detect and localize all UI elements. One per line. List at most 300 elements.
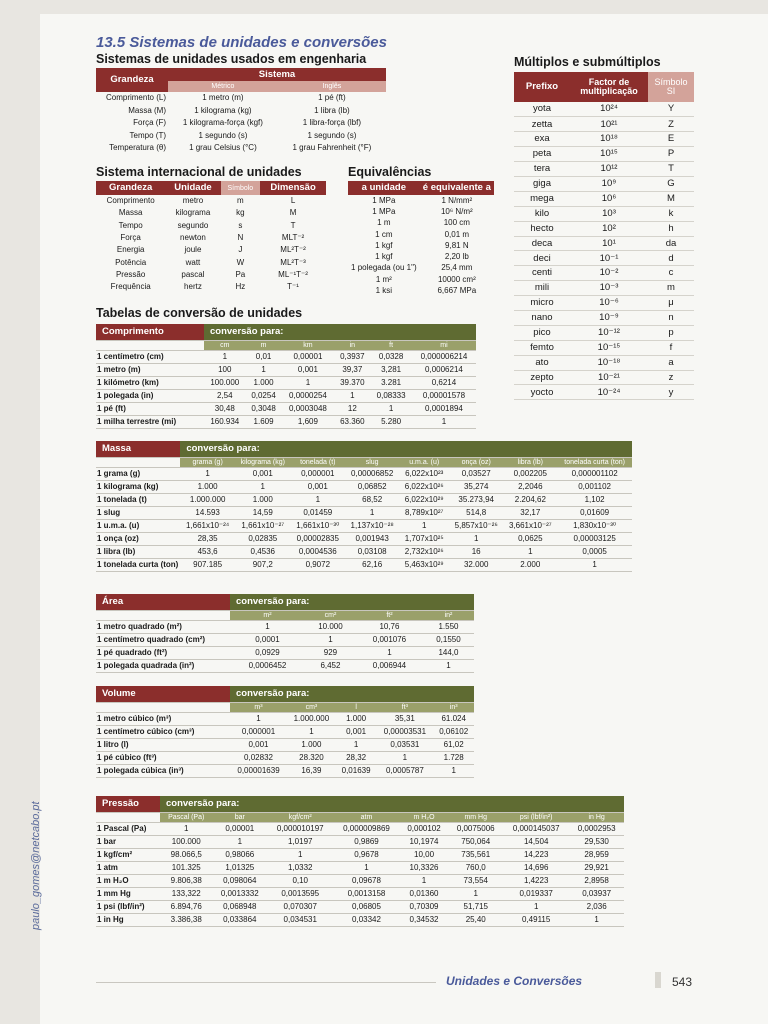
comprimento-cell: 1 (246, 363, 282, 376)
pressao-cell: 10,3326 (400, 861, 449, 874)
massa-cell: 1,830x10⁻³⁰ (557, 519, 632, 532)
massa-cell: 8,789x10²⁷ (399, 506, 449, 519)
pressao-cell: 10,00 (400, 848, 449, 861)
mult-cell: 10⁻¹² (570, 325, 648, 340)
pressao-cell: 100.000 (160, 835, 212, 848)
eng-cell: Comprimento (L) (105, 93, 166, 103)
equiv-row (348, 218, 494, 229)
mult-h2: Factor de multiplicação (570, 72, 648, 102)
comprimento-col-header: m (246, 340, 282, 350)
pressao-cell: 1 (212, 835, 267, 848)
si-cell: newton (180, 233, 206, 243)
massa-cell: 514,8 (449, 506, 503, 519)
area-cell: 0,001076 (356, 633, 423, 646)
mult-cell: zepto (514, 370, 570, 385)
comprimento-cell: 0,0003048 (282, 402, 335, 415)
massa-row (96, 545, 632, 558)
massa-cell: 3,661x10⁻²⁷ (503, 519, 557, 532)
pressao-cell: 0,98066 (212, 848, 267, 861)
massa-cell: 1,661x10⁻²⁷ (235, 519, 291, 532)
massa-cell: 1 (291, 493, 345, 506)
area-cell: 6,452 (305, 659, 356, 672)
eng-cell: Massa (M) (128, 105, 166, 115)
pressao-row (96, 861, 624, 874)
massa-cell: 1,661x10⁻³⁰ (291, 519, 345, 532)
equiv-cell: 2,20 lb (444, 252, 469, 262)
massa-cell: 0,03108 (345, 545, 399, 558)
volume-cell: 0,000001 (230, 725, 287, 738)
area-cell: 144,0 (423, 646, 474, 659)
equiv-row (348, 195, 494, 206)
equiv-row (348, 240, 494, 251)
pressao-col-header: in Hg (569, 812, 624, 822)
comprimento-row (96, 415, 476, 428)
massa-row (96, 467, 632, 480)
eng-cell: 1 grau Fahrenheit (°F) (292, 143, 372, 153)
massa-cell: 32,17 (503, 506, 557, 519)
pressao-cell: 0,49115 (503, 913, 569, 926)
comprimento-cell: 63.360 (334, 415, 370, 428)
massa-cell: 2,2046 (503, 480, 557, 493)
area-cell: 929 (305, 646, 356, 659)
pressao-cell: 0,000102 (400, 822, 449, 835)
volume-cell: 0,001 (230, 738, 287, 751)
pressao-cell: 29,530 (569, 835, 624, 848)
pressao-cell: 0,70309 (400, 900, 449, 913)
si-cell: metro (182, 196, 204, 206)
eng-systems-title: Sistemas de unidades usados em engenharia (96, 52, 367, 66)
pressao-cell: 6.894,76 (160, 900, 212, 913)
pressao-cell: 1 (160, 822, 212, 835)
blank-cell (96, 457, 180, 467)
mult-cell: zetta (514, 117, 570, 132)
pressao-cell: 0,034531 (267, 913, 333, 926)
mult-cell: 10⁻²⁴ (570, 385, 648, 400)
si-header: Símbolo (221, 181, 261, 195)
equiv-cell: 1 MPa (372, 206, 396, 216)
si-cell: Energia (116, 245, 145, 255)
massa-cell: 14.593 (180, 506, 235, 519)
volume-row (96, 751, 474, 764)
massa-row (96, 519, 632, 532)
pressao-cell: 0,0013595 (267, 887, 333, 900)
pressao-cell: 1 mm Hg (96, 887, 160, 900)
eng-cell: 1 kilograma (kg) (194, 105, 252, 115)
volume-cell: 1 polegada cúbica (in³) (96, 764, 230, 777)
mult-cell: femto (514, 340, 570, 355)
si-cell: W (236, 257, 245, 267)
mult-row (514, 355, 694, 370)
area-cell: 1 pé quadrado (ft²) (96, 646, 230, 659)
footer-rule (96, 982, 436, 983)
area-cell: 10,76 (356, 620, 423, 633)
volume-cell: 35,31 (376, 712, 433, 725)
massa-cell: 1 kilograma (kg) (96, 480, 180, 493)
volume-cell: 1.000.000 (287, 712, 336, 725)
volume-cell: 1.000 (287, 738, 336, 751)
si-cell: pascal (181, 269, 205, 279)
massa-cell: 16 (449, 545, 503, 558)
volume-cell: 1 metro cúbico (m³) (96, 712, 230, 725)
equiv-cell: 100 cm (443, 218, 470, 228)
pressao-cell: 1 kgf/cm² (96, 848, 160, 861)
mult-row (514, 370, 694, 385)
volume-col-header: ft³ (376, 702, 433, 712)
volume-cell: 1.000 (336, 712, 377, 725)
massa-cell: 0,000001 (291, 467, 345, 480)
eng-row (96, 130, 386, 143)
mult-cell: ato (514, 355, 570, 370)
si-header: Grandeza (96, 181, 165, 195)
massa-cell: 1 (449, 532, 503, 545)
comprimento-row (96, 402, 476, 415)
si-row (96, 220, 326, 232)
eng-row (96, 142, 386, 155)
pressao-cell: 760,0 (448, 861, 503, 874)
comprimento-cell: 1 (282, 376, 335, 389)
comprimento-cell: 0,0328 (370, 350, 412, 363)
si-cell: segundo (177, 220, 209, 230)
eng-cell: Temperatura (θ) (109, 143, 166, 153)
area-col-header: in² (423, 610, 474, 620)
pressao-cell: 1 atm (96, 861, 160, 874)
si-cell: N (237, 233, 244, 243)
pressao-cell: 14,223 (503, 848, 569, 861)
comprimento-col-header: km (282, 340, 335, 350)
pressao-cell: 0,0075006 (448, 822, 503, 835)
area-col-header: m² (230, 610, 305, 620)
comprimento-cell: 0,0254 (246, 389, 282, 402)
mult-cell: 10⁻¹⁵ (570, 340, 648, 355)
equiv-cell: 1 polegada (ou 1") (351, 263, 417, 273)
pressao-cell: 1 (267, 848, 333, 861)
si-cell: Pa (235, 269, 246, 279)
area-cell: 10.000 (305, 620, 356, 633)
comprimento-cell: 0,6214 (412, 376, 476, 389)
massa-cell: 0,4536 (235, 545, 291, 558)
comprimento-cell: 0,001 (282, 363, 335, 376)
massa-cell: 6,022x10²⁹ (399, 493, 449, 506)
massa-col-header: tonelada curta (ton) (557, 457, 632, 467)
pressao-row (96, 900, 624, 913)
area-col-header: ft² (356, 610, 423, 620)
equiv-cell: 6,667 MPa (437, 286, 477, 296)
comprimento-cell: 12 (334, 402, 370, 415)
comprimento-cell: 1 metro (m) (96, 363, 204, 376)
equiv-cell: 1 kgf (375, 252, 393, 262)
pressao-cell: 2,8958 (569, 874, 624, 887)
massa-cell: 0,001 (291, 480, 345, 493)
pressao-cell: 0,03342 (333, 913, 399, 926)
comprimento-cell: 1 kilómetro (km) (96, 376, 204, 389)
pressao-cell: 0,000009869 (333, 822, 399, 835)
massa-cell: 0,00003125 (557, 532, 632, 545)
massa-cell: 62,16 (345, 558, 399, 571)
si-cell: watt (185, 257, 201, 267)
massa-cell: 907.185 (180, 558, 235, 571)
massa-cell: 2,732x10²⁶ (399, 545, 449, 558)
si-row (96, 244, 326, 256)
massa-cell: 0,001102 (557, 480, 632, 493)
comprimento-name: Comprimento (96, 324, 204, 340)
comprimento-cell: 5.280 (370, 415, 412, 428)
massa-cell: 453,6 (180, 545, 235, 558)
volume-cell: 28,32 (336, 751, 377, 764)
massa-cell: 14,59 (235, 506, 291, 519)
mult-cell: μ (648, 296, 694, 311)
equiv-cell: 10000 cm² (437, 274, 476, 284)
comprimento-cell: 0,3937 (334, 350, 370, 363)
conv-title: Tabelas de conversão de unidades (96, 306, 303, 320)
equiv-row (348, 274, 494, 285)
eng-cell: 1 kilograma-força (kgf) (182, 118, 263, 128)
massa-conv-label: conversão para: (180, 441, 632, 457)
volume-cell: 1 (287, 725, 336, 738)
mult-cell: k (648, 206, 694, 221)
footer-mark (655, 972, 661, 988)
area-row (96, 646, 474, 659)
pressao-cell: 1 (400, 874, 449, 887)
comprimento-cell: 1 (370, 402, 412, 415)
massa-cell: 2.000 (503, 558, 557, 571)
mult-cell: da (648, 236, 694, 251)
pressao-cell: 0,068948 (212, 900, 267, 913)
massa-cell: 35.273,94 (449, 493, 503, 506)
area-row (96, 659, 474, 672)
volume-cell: 28.320 (287, 751, 336, 764)
eng-row (96, 105, 386, 118)
pressao-cell: 0,09678 (333, 874, 399, 887)
pressao-cell: 1,0197 (267, 835, 333, 848)
massa-cell: 1 (235, 480, 291, 493)
pressao-table (96, 796, 624, 927)
si-cell: Comprimento (106, 196, 155, 206)
equiv-table (348, 181, 494, 297)
equiv-row (348, 251, 494, 262)
eng-cell: 1 segundo (s) (198, 130, 248, 140)
volume-cell: 0,06102 (433, 725, 474, 738)
mult-cell: d (648, 251, 694, 266)
si-cell: ML⁻¹T⁻² (278, 269, 308, 279)
volume-cell: 1 (433, 764, 474, 777)
pressao-cell: 0,01360 (400, 887, 449, 900)
pressao-col-header: bar (212, 812, 267, 822)
mult-cell: 10²⁴ (570, 102, 648, 117)
mult-row (514, 236, 694, 251)
volume-row (96, 712, 474, 725)
pressao-cell: 25,40 (448, 913, 503, 926)
pressao-cell: 1 psi (lbf/in²) (96, 900, 160, 913)
area-cell: 0,006944 (356, 659, 423, 672)
pressao-conv-label: conversão para: (160, 796, 624, 812)
comprimento-cell: 100.000 (204, 376, 246, 389)
pressao-row (96, 887, 624, 900)
mult-cell: 10⁹ (570, 176, 648, 191)
comprimento-cell: 0,00001578 (412, 389, 476, 402)
si-row (96, 256, 326, 268)
equiv-cell: 9,81 N (445, 240, 469, 250)
comprimento-cell: 39,37 (334, 363, 370, 376)
mult-cell: micro (514, 296, 570, 311)
massa-col-header: kilograma (kg) (235, 457, 291, 467)
equiv-h1: a unidade (348, 181, 420, 195)
pressao-cell: 1 in Hg (96, 913, 160, 926)
si-cell: Massa (118, 208, 143, 218)
massa-cell: 0,01459 (291, 506, 345, 519)
mult-title: Múltiplos e submúltiplos (514, 55, 661, 69)
eng-h-ingles: Inglês (278, 81, 386, 92)
massa-cell: 1 slug (96, 506, 180, 519)
comprimento-cell: 1 (412, 415, 476, 428)
volume-cell: 1 centímetro cúbico (cm³) (96, 725, 230, 738)
volume-cell: 16,39 (287, 764, 336, 777)
area-cell: 0,0929 (230, 646, 305, 659)
area-cell: 1 centímetro quadrado (cm²) (96, 633, 230, 646)
mult-cell: 10² (570, 221, 648, 236)
si-cell: Tempo (118, 220, 143, 230)
eng-row (96, 92, 386, 105)
massa-table (96, 441, 632, 572)
mult-cell: nano (514, 310, 570, 325)
massa-col-header: grama (g) (180, 457, 235, 467)
volume-cell: 1 (376, 751, 433, 764)
mult-h3: Símbolo SI (648, 72, 694, 102)
mult-cell: 10⁻¹⁸ (570, 355, 648, 370)
massa-cell: 2.204,62 (503, 493, 557, 506)
pressao-row (96, 835, 624, 848)
massa-cell: 1 tonelada (t) (96, 493, 180, 506)
eng-cell: 1 pé (ft) (318, 93, 346, 103)
pressao-cell: 0,9678 (333, 848, 399, 861)
eng-cell: 1 libra (lb) (314, 105, 350, 115)
equiv-cell: 1 kgf (375, 240, 393, 250)
pressao-row (96, 848, 624, 861)
mult-cell: 10⁶ (570, 191, 648, 206)
comprimento-cell: 0,0001894 (412, 402, 476, 415)
volume-cell: 1.728 (433, 751, 474, 764)
mult-cell: f (648, 340, 694, 355)
massa-cell: 0,0004536 (291, 545, 345, 558)
si-table (96, 181, 326, 293)
eng-cell: 1 grau Celsius (°C) (189, 143, 257, 153)
si-row (96, 195, 326, 207)
pressao-col-header: Pascal (Pa) (160, 812, 212, 822)
equiv-row (348, 206, 494, 217)
volume-col-header: cm³ (287, 702, 336, 712)
pressao-cell: 1 bar (96, 835, 160, 848)
blank-cell (96, 340, 204, 350)
massa-col-header: slug (345, 457, 399, 467)
equiv-title: Equivalências (348, 165, 432, 179)
massa-cell: 5,463x10²⁹ (399, 558, 449, 571)
area-cell: 1 (230, 620, 305, 633)
mult-cell: 10¹⁵ (570, 147, 648, 162)
equiv-cell: 0,01 m (444, 229, 470, 239)
pressao-cell: 1,4223 (503, 874, 569, 887)
comprimento-cell: 0,3048 (246, 402, 282, 415)
comprimento-cell: 1 polegada (in) (96, 389, 204, 402)
comprimento-cell: 0,08333 (370, 389, 412, 402)
si-cell: Pressão (115, 269, 146, 279)
mult-cell: T (648, 162, 694, 177)
mult-cell: h (648, 221, 694, 236)
massa-cell: 1,707x10²⁵ (399, 532, 449, 545)
massa-cell: 1.000 (180, 480, 235, 493)
pressao-cell: 28,959 (569, 848, 624, 861)
volume-name: Volume (96, 686, 230, 702)
area-cell: 0,0006452 (230, 659, 305, 672)
comprimento-cell: 3.281 (370, 376, 412, 389)
massa-col-header: tonelada (t) (291, 457, 345, 467)
pressao-cell: 51,715 (448, 900, 503, 913)
massa-cell: 28,35 (180, 532, 235, 545)
comprimento-col-header: mi (412, 340, 476, 350)
pressao-cell: 133,322 (160, 887, 212, 900)
equiv-cell: 1 ksi (375, 286, 393, 296)
pressao-cell: 0,000145037 (503, 822, 569, 835)
massa-cell: 0,01609 (557, 506, 632, 519)
comprimento-row (96, 363, 476, 376)
area-cell: 1.550 (423, 620, 474, 633)
volume-cell: 1 (230, 712, 287, 725)
equiv-cell: 1 MPa (372, 195, 396, 205)
si-cell: MLT⁻² (281, 233, 305, 243)
mult-row (514, 266, 694, 281)
mult-cell: 10⁻²¹ (570, 370, 648, 385)
mult-cell: 10⁻³ (570, 281, 648, 296)
comprimento-table (96, 324, 476, 429)
comprimento-cell: 1 (204, 350, 246, 363)
eng-cell: Força (F) (133, 118, 166, 128)
massa-cell: 0,00002835 (291, 532, 345, 545)
equiv-h2: é equivalente a (420, 181, 494, 195)
pressao-cell: 0,0013332 (212, 887, 267, 900)
massa-cell: 0,002205 (503, 467, 557, 480)
si-title: Sistema internacional de unidades (96, 165, 302, 179)
equiv-cell: 25,4 mm (441, 263, 473, 273)
mult-cell: y (648, 385, 694, 400)
massa-cell: 32.000 (449, 558, 503, 571)
area-cell: 1 polegada quadrada (in²) (96, 659, 230, 672)
equiv-row (348, 263, 494, 274)
pressao-cell: 750,064 (448, 835, 503, 848)
pressao-cell: 1,0332 (267, 861, 333, 874)
pressao-cell: 0,098064 (212, 874, 267, 887)
massa-cell: 1 (503, 545, 557, 558)
volume-conv-label: conversão para: (230, 686, 474, 702)
si-row (96, 207, 326, 219)
si-cell: m (237, 196, 244, 206)
pressao-cell: 0,019337 (503, 887, 569, 900)
comprimento-cell: 1 centímetro (cm) (96, 350, 204, 363)
mult-cell: yota (514, 102, 570, 117)
area-conv-label: conversão para: (230, 594, 474, 610)
comprimento-cell: 1 (334, 389, 370, 402)
mult-cell: kilo (514, 206, 570, 221)
eng-cell: 1 metro (m) (202, 93, 244, 103)
eng-h-grandeza: Grandeza (96, 68, 168, 92)
si-cell: hertz (184, 282, 202, 292)
mult-cell: E (648, 132, 694, 147)
equiv-cell: 10⁶ N/m² (440, 206, 473, 216)
pressao-name: Pressão (96, 796, 160, 812)
mult-cell: yocto (514, 385, 570, 400)
comprimento-col-header: cm (204, 340, 246, 350)
comprimento-cell: 0,0000254 (282, 389, 335, 402)
mult-cell: hecto (514, 221, 570, 236)
massa-cell: 1 (180, 467, 235, 480)
pressao-row (96, 913, 624, 926)
